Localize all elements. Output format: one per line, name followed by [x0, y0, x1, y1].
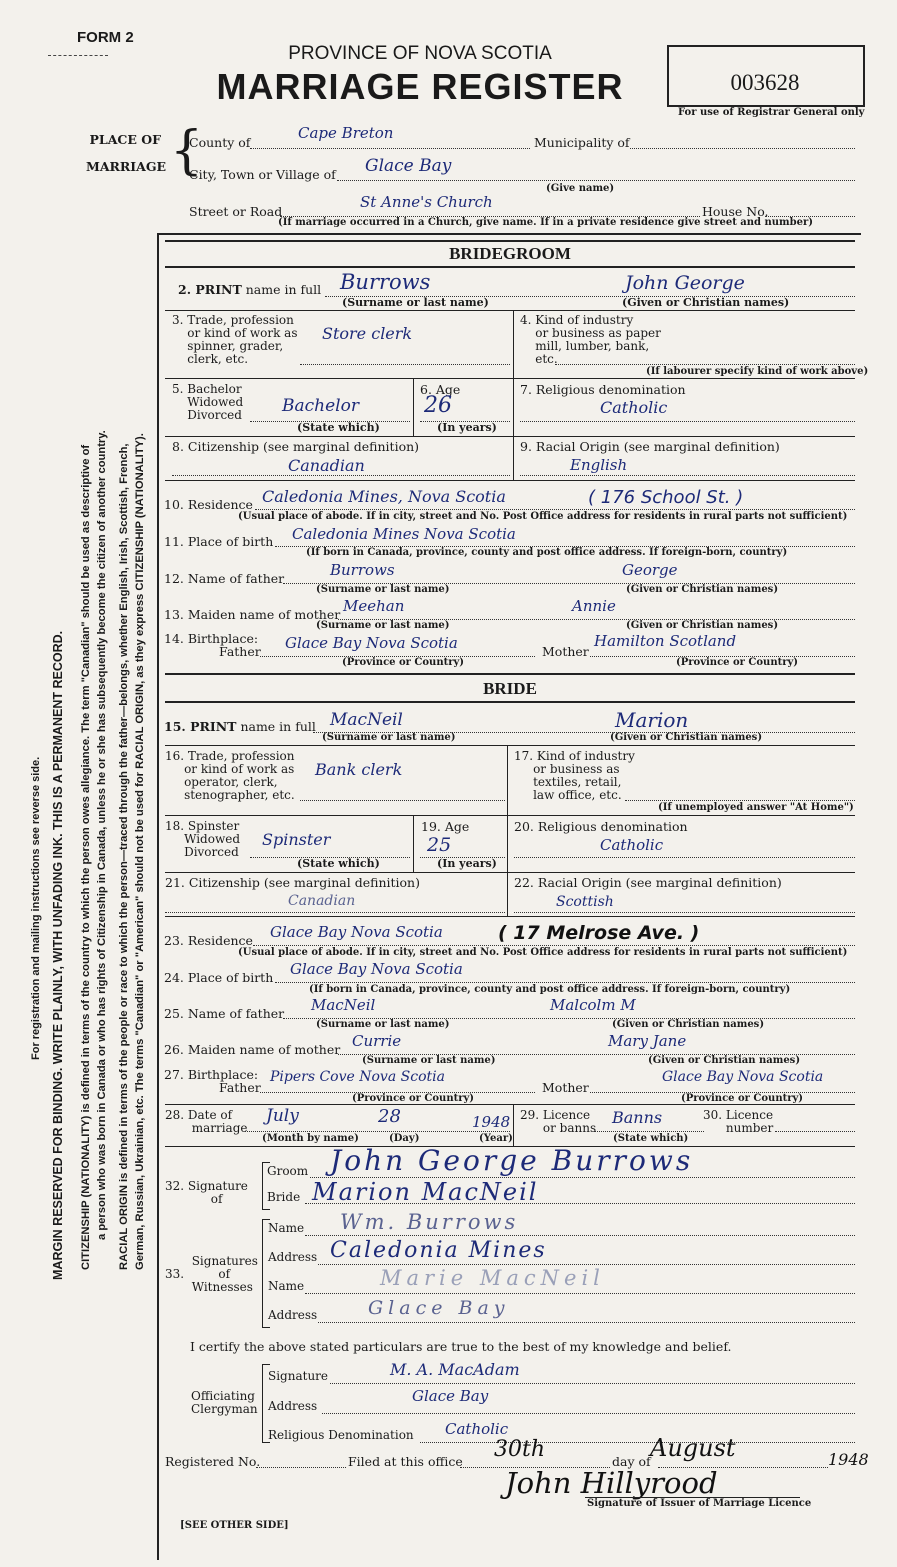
bride-citizenship: Canadian [288, 893, 356, 909]
f25-surname-caption: (Surname or last name) [316, 1019, 450, 1030]
f11-label: 11. Place of birth [164, 534, 274, 549]
groom-mother-surname: Meehan [343, 597, 405, 615]
see-other-side: [SEE OTHER SIDE] [180, 1520, 289, 1531]
f21-label: 21. Citizenship (see marginal definition) [165, 875, 420, 890]
f26-surname-caption: (Surname or last name) [362, 1055, 496, 1066]
street-label: Street or Road [189, 204, 283, 219]
officiating-label: Officiating Clergyman [191, 1389, 258, 1416]
sidebar-citizenship-1: CITIZENSHIP (NATIONALITY) is defined in terms of the country to which the person owes allegiance. The term "Canadian" should be used as descriptive of [80, 444, 92, 1270]
f8-label: 8. Citizenship (see marginal definition) [172, 439, 420, 454]
f17-note: (If unemployed answer "At Home") [658, 802, 854, 813]
bride-surname-caption: (Surname or last name) [322, 732, 456, 743]
give-name-caption: (Give name) [546, 183, 615, 194]
bride-racial: Scottish [556, 894, 614, 910]
f14-mother-caption: (Province or Country) [676, 657, 799, 668]
clergy-address-word: Address [268, 1399, 318, 1413]
issuer-caption: Signature of Issuer of Marriage Licence [587, 1498, 812, 1509]
groom-mother-given: Annie [572, 597, 616, 615]
w1-name-word: Name [268, 1221, 305, 1235]
f13-label: 13. Maiden name of mother [164, 607, 341, 622]
groom-racial: English [570, 456, 628, 474]
groom-citizenship: Canadian [288, 456, 365, 475]
f6-label: 6. Age [420, 382, 461, 397]
sidebar-citizenship-2: a person who was born in Canada or who has rights of Citizenship in Canada, unless he or she has subsequently become the citizen of another country. [96, 430, 108, 1240]
bride-religion: Catholic [600, 836, 664, 854]
groom-given: John George [625, 272, 745, 294]
sidebar-racial-2: German, Russian, Ukrainian, etc. The terms "Canadian" or "American" should not be used for RACIAL ORIGIN, as they express CITIZENSHIP (NATIONALITY). [134, 433, 146, 1270]
bride-residence-addr: ( 17 Melrose Ave. ) [498, 922, 700, 944]
bride-trade: Bank clerk [315, 760, 403, 779]
f12-given-caption: (Given or Christian names) [626, 584, 779, 595]
bride-given: Marion [615, 708, 689, 732]
groom-age-caption: (In years) [437, 421, 497, 434]
witness2-address: Glace Bay [368, 1297, 510, 1319]
sidebar-binding: MARGIN RESERVED FOR BINDING. WRITE PLAINLY, WITH UNFADING INK. THIS IS A PERMANENT RECORD. [51, 630, 65, 1280]
f3-label: 3. Trade, profession or kind of work as spinner, grader, clerk, etc. [172, 313, 298, 366]
bride-signature: Marion MacNeil [312, 1178, 539, 1206]
f27-mother-caption: (Province or Country) [681, 1093, 804, 1104]
filed-year: 1948 [828, 1450, 869, 1469]
f12-label: 12. Name of father [164, 571, 285, 586]
bride-residence-note: (Usual place of abode. If in city, street and No. Post Office address for residents in rural parts not sufficient) [238, 947, 848, 958]
registrar-note: For use of Registrar General only [678, 107, 865, 118]
groom-religion: Catholic [600, 398, 668, 417]
f13-given-caption: (Given or Christian names) [626, 620, 779, 631]
street-value: St Anne's Church [360, 193, 493, 211]
bride-father-surname: MacNeil [311, 996, 376, 1014]
bride-residence: Glace Bay Nova Scotia [270, 923, 443, 941]
f15-label: 15. PRINT name in full [164, 719, 316, 734]
groom-given-caption: (Given or Christian names) [622, 296, 790, 309]
clergy-religion: Catholic [445, 1420, 509, 1438]
f14-father-caption: (Province or Country) [342, 657, 465, 668]
bride-mother-birthplace: Glace Bay Nova Scotia [662, 1069, 824, 1085]
groom-residence: Caledonia Mines, Nova Scotia [262, 487, 506, 506]
f9-label: 9. Racial Origin (see marginal definition) [520, 439, 780, 454]
f4-note: (If labourer specify kind of work above) [646, 366, 869, 377]
form-label: FORM 2 [77, 29, 134, 46]
street-note: (If marriage occurred in a Church, give name. If in a private residence give street and number) [278, 217, 813, 228]
sidebar-instructions: For registration and mailing instructions see reverse side. [30, 756, 42, 1060]
county-label: County of [189, 135, 251, 150]
groom-section-heading: BRIDEGROOM [449, 244, 571, 263]
city-label: City, Town or Village of [189, 167, 336, 182]
bride-age-caption: (In years) [437, 857, 497, 870]
licence-type: Banns [612, 1108, 663, 1127]
f14-label: 14. Birthplace: [164, 631, 259, 646]
f24-label: 24. Place of birth [164, 970, 274, 985]
groom-residence-addr: ( 176 School St. ) [588, 487, 744, 508]
f5-label: 5. Bachelor Widowed Divorced [172, 382, 244, 422]
bride-birth-note: (If born in Canada, province, county and post office address. If foreign-born, country) [309, 984, 791, 995]
f7-label: 7. Religious denomination [520, 382, 686, 397]
groom-trade: Store clerk [322, 324, 413, 343]
day-caption: (Day) [389, 1133, 420, 1144]
f10-label: 10. Residence [164, 497, 253, 512]
f25-given-caption: (Given or Christian names) [612, 1019, 765, 1030]
year-caption: (Year) [479, 1133, 513, 1144]
w2-address-word: Address [268, 1308, 318, 1322]
province-title: PROVINCE OF NOVA SCOTIA [288, 43, 552, 64]
bride-word: Bride [267, 1190, 301, 1204]
f27-mother-word: Mother [542, 1080, 589, 1095]
f19-label: 19. Age [421, 819, 470, 834]
f12-surname-caption: (Surname or last name) [316, 584, 450, 595]
groom-mother-birthplace: Hamilton Scotland [594, 632, 737, 650]
f14-father-word: Father [219, 644, 261, 659]
bride-birthplace: Glace Bay Nova Scotia [290, 960, 463, 978]
groom-residence-note: (Usual place of abode. If in city, street and No. Post Office address for residents in rural parts not sufficient) [238, 511, 848, 522]
f29-label: 29. Licence or banns [520, 1108, 597, 1135]
bride-father-birthplace: Pipers Cove Nova Scotia [270, 1069, 445, 1085]
f16-label: 16. Trade, profession or kind of work as operator, clerk, stenographer, etc. [165, 749, 295, 802]
witness1-name: Wm. Burrows [340, 1210, 519, 1234]
f27-label: 27. Birthplace: [164, 1067, 259, 1082]
month-caption: (Month by name) [262, 1133, 359, 1144]
f25-label: 25. Name of father [164, 1006, 285, 1021]
county-value: Cape Breton [298, 124, 394, 142]
groom-birth-note: (If born in Canada, province, county and post office address. If foreign-born, country) [306, 547, 788, 558]
f13-surname-caption: (Surname or last name) [316, 620, 450, 631]
bride-mother-surname: Currie [352, 1032, 402, 1050]
w1-address-word: Address [268, 1250, 318, 1264]
groom-state-caption: (State which) [297, 421, 380, 434]
groom-father-given: George [622, 561, 678, 579]
f32-label: 32. Signature of [165, 1179, 248, 1206]
f22-label: 22. Racial Origin (see marginal definition) [514, 875, 782, 890]
bride-status: Spinster [262, 830, 331, 849]
f4-label: 4. Kind of industry or business as paper mill, lumber, bank, etc. [520, 313, 661, 366]
bride-state-caption: (State which) [297, 857, 380, 870]
groom-father-birthplace: Glace Bay Nova Scotia [285, 634, 458, 652]
groom-word: Groom [267, 1164, 309, 1178]
filed-month: August [650, 1434, 736, 1462]
bride-mother-given: Mary Jane [608, 1032, 687, 1050]
page-title: MARRIAGE REGISTER [216, 66, 624, 107]
f18-label: 18. Spinster Widowed Divorced [165, 819, 240, 859]
f2-label: 2. PRINT name in full [178, 282, 322, 297]
place-brace: { [170, 121, 204, 181]
place-heading: PLACE OF MARRIAGE [86, 132, 167, 174]
marriage-day: 28 [378, 1106, 401, 1127]
clergy-signature-word: Signature [268, 1369, 329, 1383]
registrar-number: 003628 [730, 70, 800, 95]
f14-mother-word: Mother [542, 644, 589, 659]
f27-father-caption: (Province or Country) [352, 1093, 475, 1104]
issuer-signature: John Hillyrood [505, 1466, 718, 1500]
bride-section-heading: BRIDE [483, 679, 537, 698]
clergy-signature: M. A. MacAdam [390, 1360, 520, 1379]
f26-label: 26. Maiden name of mother [164, 1042, 341, 1057]
w2-name-word: Name [268, 1279, 305, 1293]
filed-label: Filed at this office [348, 1454, 463, 1469]
municipality-label: Municipality of [534, 135, 630, 150]
f26-given-caption: (Given or Christian names) [648, 1055, 801, 1066]
city-value: Glace Bay [365, 156, 452, 176]
bride-given-caption: (Given or Christian names) [610, 732, 763, 743]
f23-label: 23. Residence [164, 933, 253, 948]
corner-mark [48, 55, 108, 56]
f33-label: Signatures 33. of Witnesses [165, 1254, 258, 1294]
day-of-label: day of [612, 1454, 651, 1469]
groom-signature: John George Burrows [330, 1144, 694, 1177]
f20-label: 20. Religious denomination [514, 819, 688, 834]
groom-surname-caption: (Surname or last name) [342, 296, 489, 309]
certification: I certify the above stated particulars are true to the best of my knowledge and belief. [190, 1339, 732, 1354]
witness2-name: Marie MacNeil [380, 1266, 605, 1290]
filed-day: 30th [494, 1437, 546, 1462]
registered-no-label: Registered No. [165, 1454, 261, 1469]
clergy-religion-word: Religious Denomination [268, 1428, 414, 1442]
f30-label: 30. Licence number [703, 1108, 774, 1135]
licence-caption: (State which) [613, 1133, 689, 1144]
f28-label: 28. Date of marriage [165, 1108, 248, 1135]
clergy-address: Glace Bay [412, 1387, 489, 1405]
house-label: House No. [702, 204, 769, 219]
bride-surname: MacNeil [330, 710, 403, 730]
marriage-year: 1948 [472, 1113, 511, 1131]
sidebar-racial-1: RACIAL ORIGIN is defined in terms of the people or race to which the person—traced through the father—belongs, whether English, Irish, Scottish, French, [118, 443, 130, 1270]
f17-label: 17. Kind of industry or business as textiles, retail, law office, etc. [514, 749, 635, 802]
groom-age: 26 [424, 393, 452, 418]
marriage-month: July [266, 1106, 299, 1126]
f27-father-word: Father [219, 1080, 261, 1095]
bride-father-given: Malcolm M [550, 996, 636, 1014]
groom-birthplace: Caledonia Mines Nova Scotia [292, 525, 516, 543]
witness1-address: Caledonia Mines [330, 1238, 547, 1263]
bride-age: 25 [427, 834, 452, 856]
groom-father-surname: Burrows [330, 561, 395, 579]
groom-status: Bachelor [282, 396, 359, 416]
groom-surname: Burrows [340, 270, 431, 294]
